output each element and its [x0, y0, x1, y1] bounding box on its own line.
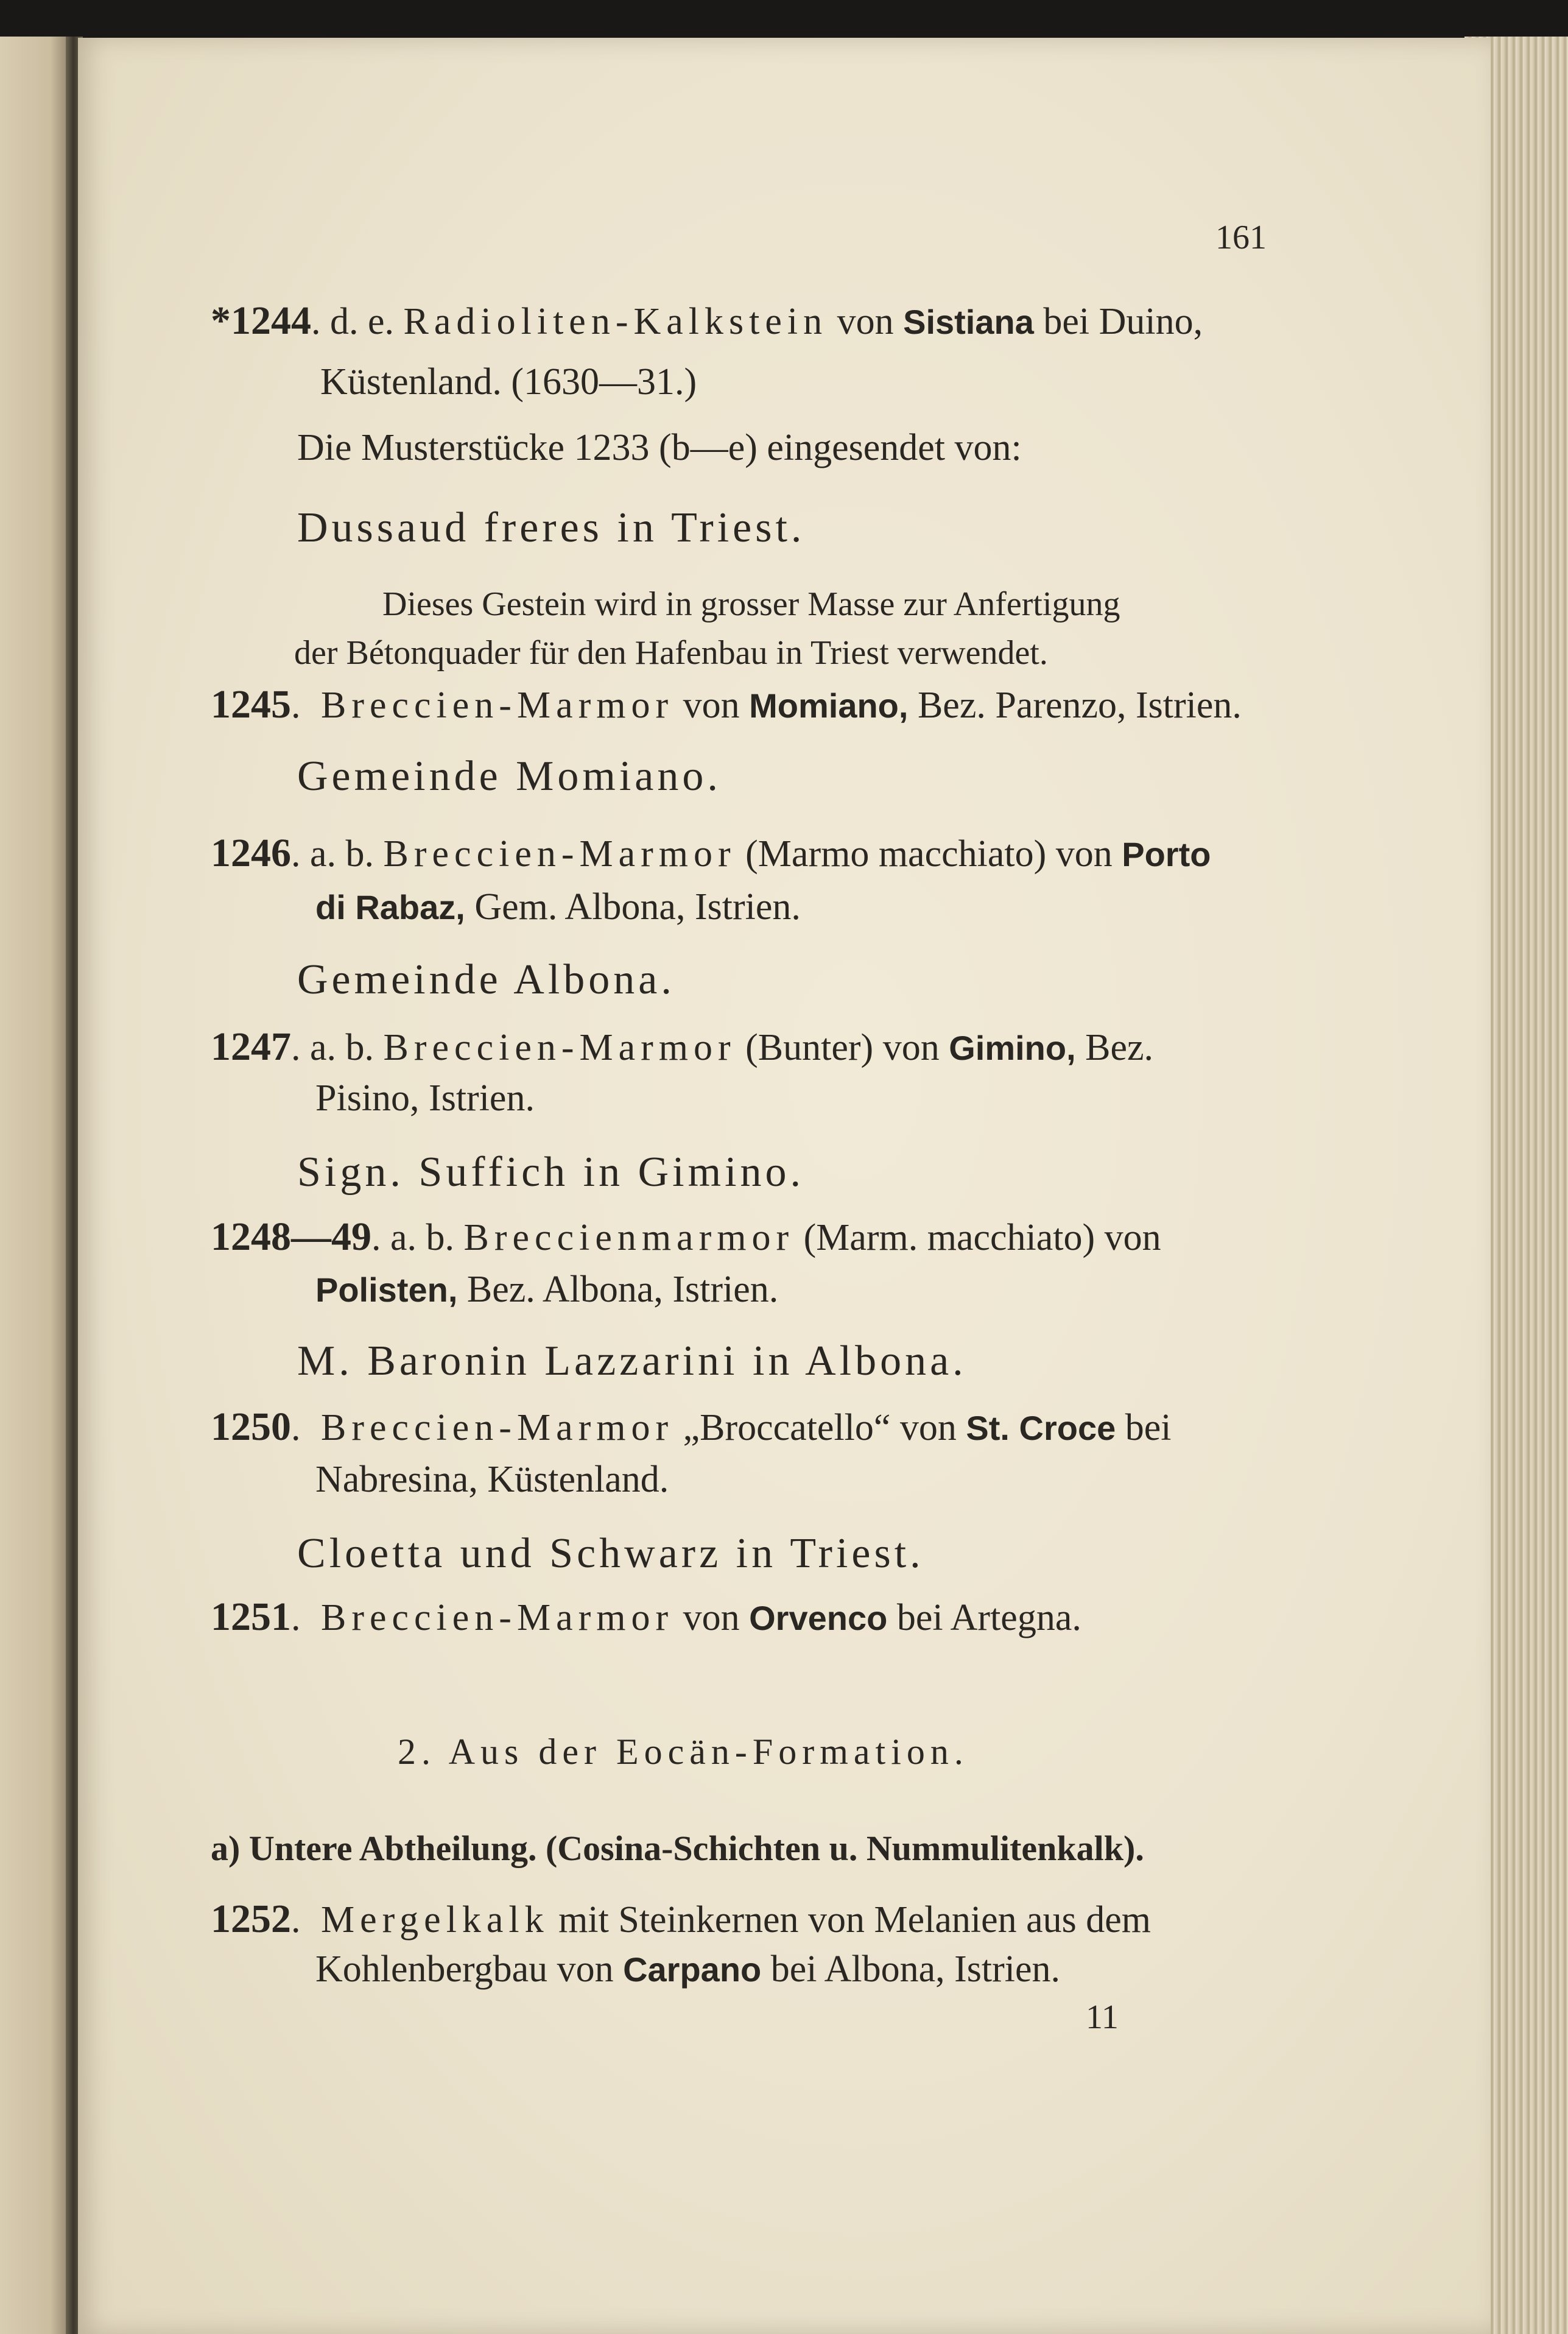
entry-number: 1245	[211, 682, 291, 727]
supplier-heading: Gemeinde Albona.	[297, 956, 675, 1003]
entry-material: Breccienmarmor	[463, 1217, 795, 1258]
entry-place: Porto	[1122, 835, 1211, 873]
remark-line: Dieses Gestein wird in grosser Masse zur Anfertigung	[382, 585, 1120, 623]
entry-material: . Breccien-Marmor	[291, 1597, 674, 1638]
supplier-heading: Cloetta und Schwarz in Triest.	[297, 1530, 924, 1577]
entry-1245: 1245. Breccien-Marmor von Momiano, Bez. Parenzo, Istrien.	[211, 682, 1242, 727]
entry-material: . Breccien-Marmor	[291, 685, 674, 726]
entry-place: Polisten,	[315, 1271, 458, 1309]
signature-mark: 11	[1086, 1998, 1119, 2036]
entry-material: . Mergelkalk	[291, 1899, 549, 1941]
entry-continuation: Nabresina, Küstenland.	[315, 1459, 669, 1500]
entry-place: Sistiana	[903, 303, 1034, 341]
note-samples-1233: Die Musterstücke 1233 (b—e) eingesendet von:	[297, 427, 1022, 468]
entry-continuation: Pisino, Istrien.	[315, 1077, 535, 1119]
entry-variants: . a. b.	[291, 1027, 374, 1068]
entry-continuation: Küstenland. (1630—31.)	[320, 361, 697, 403]
supplier-heading: Gemeinde Momiano.	[297, 753, 722, 800]
subsection-heading: a) Untere Abtheilung. (Cosina-Schichten u. Nummulitenkalk).	[211, 1828, 1144, 1868]
remark-line: der Bétonquader für den Hafenbau in Triest verwendet.	[294, 634, 1048, 672]
page-number: 161	[1215, 219, 1267, 256]
entry-number: 1246	[211, 831, 291, 875]
entry-place: Momiano,	[749, 686, 909, 725]
entry-place: Carpano	[623, 1950, 762, 1989]
entry-variants: . a. b.	[371, 1217, 455, 1258]
entry-variants: . a. b.	[291, 833, 374, 875]
entry-number: 1252	[211, 1897, 291, 1941]
entry-place: St. Croce	[966, 1409, 1116, 1447]
entry-number: 1251	[211, 1595, 291, 1639]
entry-material: Radioliten-Kalkstein	[403, 301, 828, 342]
entry-number: 1247	[211, 1024, 291, 1069]
section-heading: 2. Aus der Eocän-Formation.	[398, 1732, 969, 1772]
facing-page-edge	[0, 37, 72, 2334]
entry-material: Breccien-Marmor	[383, 833, 736, 875]
supplier-heading: Sign. Suffich in Gimino.	[297, 1149, 805, 1196]
supplier-heading: M. Baronin Lazzarini in Albona.	[297, 1338, 967, 1384]
entry-place: Gimino,	[949, 1029, 1076, 1067]
entry-material: . Breccien-Marmor	[291, 1407, 674, 1448]
entry-number: 1248—49	[211, 1215, 371, 1259]
entry-number: 1250	[211, 1405, 291, 1449]
entry-1251: 1251. Breccien-Marmor von Orvenco bei Artegna.	[211, 1595, 1081, 1639]
entry-place: Orvenco	[749, 1599, 888, 1637]
entry-place: di Rabaz,	[315, 888, 465, 926]
entry-variants: . d. e.	[311, 301, 395, 342]
supplier-heading: Dussaud freres in Triest.	[297, 504, 806, 551]
entry-number: *1244	[211, 298, 311, 343]
book-page: 161 *1244. d. e. Radioliten-Kalkstein von Sistiana bei Duino, Küstenland. (1630—31.) Die Musterstücke 1233 (b—e) eingesendet von: Dussaud freres in Triest. Dieses Gestein wird in grosser Masse zur Anfertigung der Bétonquader für den Hafenbau in Triest verwendet. 1245. Breccien-Marmor von Momiano, Bez. Parenzo, Istrien. Gemeinde Momiano. 1246. a. b. Breccien-Marmor (Marmo macchiato) von Porto di Rabaz, Gem. Albona, Istrien. Gemeinde Albona. 1247. a. b. Breccien-Marmor (Bunter) von Gimino, Bez. Pisino, Istrien. Sign. Suffich in Gimino. 1248—49. a. b. Breccienmarmor (Marm. macchiato) von Polisten, Bez. Albona, Istrien. M. Baronin Lazzarini in Albona. 1250. Breccien-Marmor „Broccatello“ von St. Croce bei Nabresina, Küstenland. Cloetta und Schwarz in Triest. 1251. Breccien-Marmor von Orvenco bei Artegna. 2. Aus der Eocän-Formation. a) Untere Abtheilung. (Cosina-Schichten u. Nummulitenkalk). 1252. Mergelkalk mit Steinkernen von Melanien aus dem Kohlenbergbau von Carpano bei Albona, Istrien. 11	[78, 38, 1491, 2334]
entry-material: Breccien-Marmor	[383, 1027, 736, 1068]
